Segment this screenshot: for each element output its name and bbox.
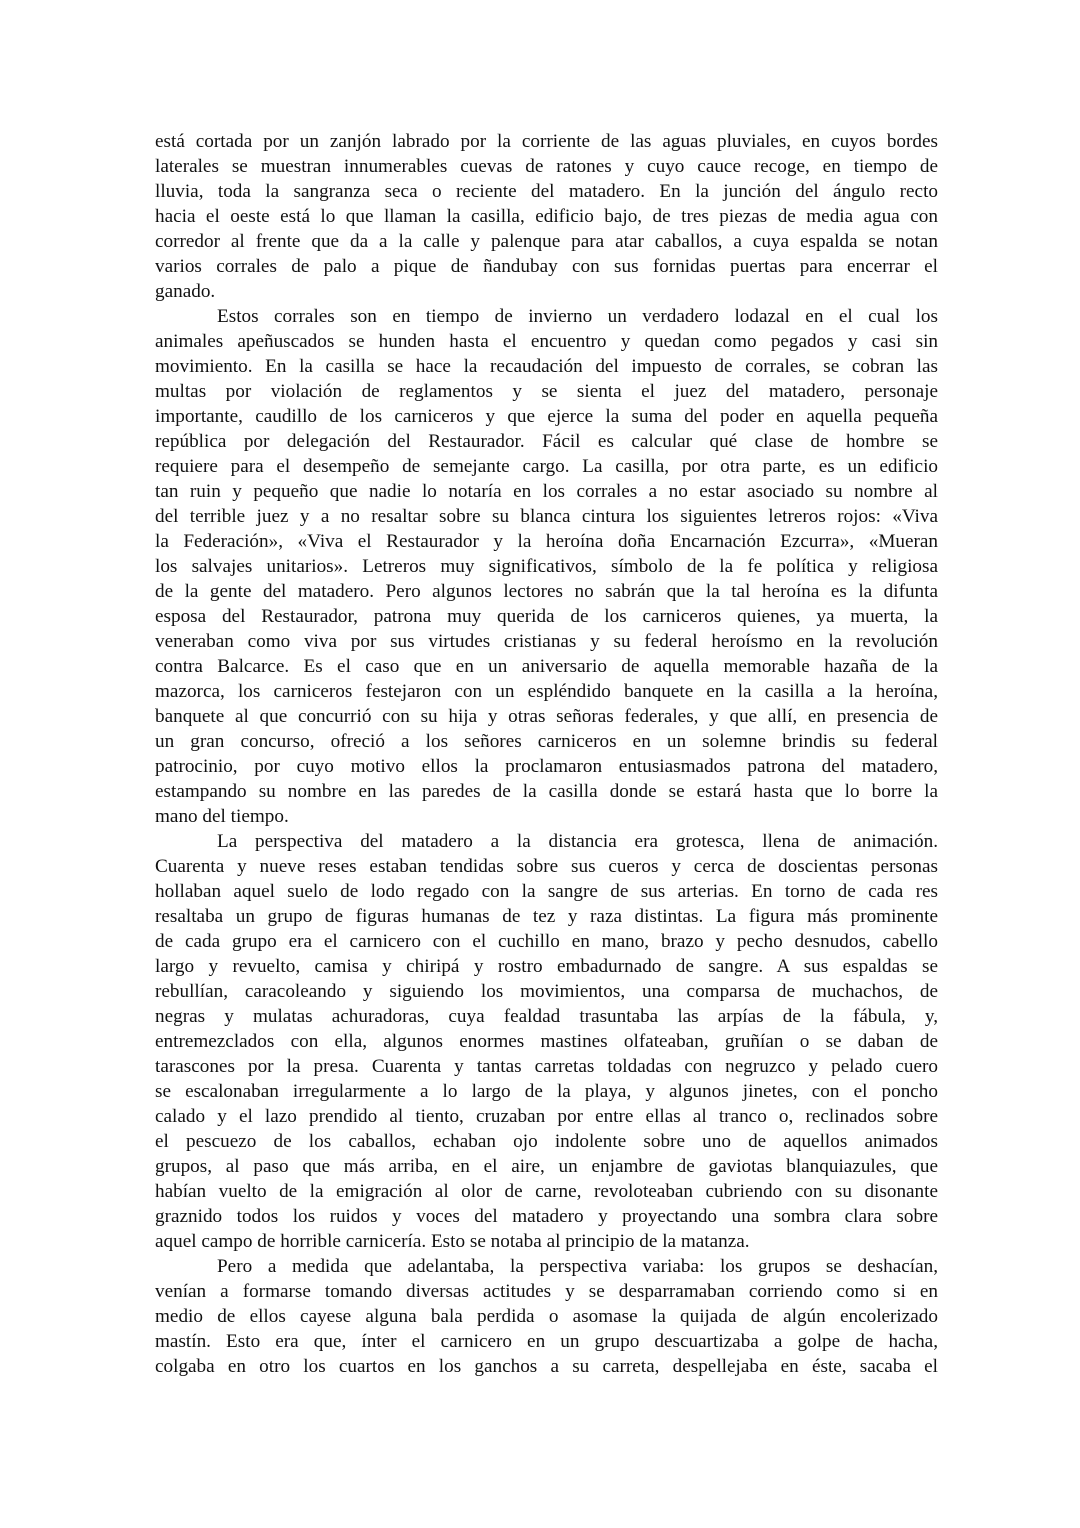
paragraph <box>155 1254 938 1379</box>
text-line: patrocinio, por cuyo motivo ellos la proclamaron entusiasmados patrona del matadero, <box>155 756 938 777</box>
text-line: La perspectiva del matadero a la distancia era grotesca, llena de animación. <box>217 831 938 852</box>
text-line: rebullían, caracoleando y siguiendo los movimientos, una comparsa de muchachos, de <box>155 981 938 1002</box>
text-line: se escalonaban irregularmente a lo largo de la playa, y algunos jinetes, con el poncho <box>155 1081 938 1102</box>
text-line: Pero a medida que adelantaba, la perspectiva variaba: los grupos se deshacían, <box>217 1256 938 1277</box>
text-line: la Federación», «Viva el Restaurador y la heroína doña Encarnación Ezcurra», «Mueran <box>155 531 938 552</box>
text-line: banquete al que concurrió con su hija y otras señoras federales, y que allí, en presencia de <box>155 706 938 727</box>
text-line: animales apeñuscados se hunden hasta el encuentro y quedan como pegados y casi sin <box>155 331 938 352</box>
paragraph <box>155 304 938 829</box>
text-line: tarascones por la presa. Cuarenta y tantas carretas toldadas con negruzco y pelado cuero <box>155 1056 938 1077</box>
text-line: Estos corrales son en tiempo de invierno un verdadero lodazal en el cual los <box>217 306 938 327</box>
text-line: veneraban como viva por sus virtudes cristianas y su federal heroísmo en la revolución <box>155 631 938 652</box>
text-line: hacia el oeste está lo que llaman la casilla, edificio bajo, de tres piezas de media agua con <box>155 206 938 227</box>
text-line: multas por violación de reglamentos y se sienta el juez del matadero, personaje <box>155 381 938 402</box>
text-line: medio de ellos cayese alguna bala perdida o asomase la quijada de algún encolerizado <box>155 1306 938 1327</box>
text-line: entremezclados con ella, algunos enormes mastines olfateaban, gruñían o se daban de <box>155 1031 938 1052</box>
text-line: de la gente del matadero. Pero algunos lectores no sabrán que la tal heroína es la difunta <box>155 581 938 602</box>
text-line: colgaba en otro los cuartos en los ganchos a su carreta, despellejaba en éste, sacaba el <box>155 1356 938 1377</box>
text-line: mazorca, los carniceros festejaron con un espléndido banquete en la casilla a la heroína, <box>155 681 938 702</box>
text-line: del terrible juez y a no resaltar sobre su blanca cintura los siguientes letreros rojos: «Viva <box>155 506 938 527</box>
text-line: de cada grupo era el carnicero con el cuchillo en mano, brazo y pecho desnudos, cabello <box>155 931 938 952</box>
text-line: importante, caudillo de los carniceros y que ejerce la suma del poder en aquella pequeña <box>155 406 938 427</box>
text-line: requiere para el desempeño de semejante cargo. La casilla, por otra parte, es un edificio <box>155 456 938 477</box>
text-line: habían vuelto de la emigración al olor de carne, revoloteaban cubriendo con su disonante <box>155 1181 938 1202</box>
text-line: república por delegación del Restaurador. Fácil es calcular qué clase de hombre se <box>155 431 938 452</box>
paragraph <box>155 129 938 304</box>
text-line: varios corrales de palo a pique de ñandubay con sus fornidas puertas para encerrar el <box>155 256 938 277</box>
paragraph <box>155 829 938 1254</box>
text-line: contra Balcarce. Es el caso que en un aniversario de aquella memorable hazaña de la <box>155 656 938 677</box>
text-line: grupos, al paso que más arriba, en el aire, un enjambre de gaviotas blanquiazules, que <box>155 1156 938 1177</box>
text-line: está cortada por un zanjón labrado por la corriente de las aguas pluviales, en cuyos bordes <box>155 131 938 152</box>
text-line: hollaban aquel suelo de lodo regado con la sangre de sus arterias. En torno de cada res <box>155 881 938 902</box>
text-line: lluvia, toda la sangranza seca o reciente del matadero. En la junción del ángulo recto <box>155 181 938 202</box>
text-line: aquel campo de horrible carnicería. Esto se notaba al principio de la matanza. <box>155 1231 750 1252</box>
text-line: tan ruin y pequeño que nadie lo notaría en los corrales a no estar asociado su nombre al <box>155 481 938 502</box>
text-line: resaltaba un grupo de figuras humanas de tez y raza distintas. La figura más prominente <box>155 906 938 927</box>
text-line: mastín. Esto era que, ínter el carnicero en un grupo descuartizaba a golpe de hacha, <box>155 1331 938 1352</box>
text-line: mano del tiempo. <box>155 806 289 827</box>
text-line: Cuarenta y nueve reses estaban tendidas sobre sus cueros y cerca de doscientas personas <box>155 856 938 877</box>
text-line: los salvajes unitarios». Letreros muy significativos, símbolo de la fe política y religiosa <box>155 556 938 577</box>
text-line: graznido todos los ruidos y voces del matadero y proyectando una sombra clara sobre <box>155 1206 938 1227</box>
text-line: corredor al frente que da a la calle y palenque para atar caballos, a cuya espalda se notan <box>155 231 938 252</box>
body-text <box>155 129 938 1379</box>
text-line: estampando su nombre en las paredes de la casilla donde se estará hasta que lo borre la <box>155 781 938 802</box>
text-line: ganado. <box>155 281 216 302</box>
text-line: el pescuezo de los caballos, echaban ojo indolente sobre uno de aquellos animados <box>155 1131 938 1152</box>
text-line: calado y el lazo prendido al tiento, cruzaban por entre ellas al tranco o, reclinados sobre <box>155 1106 938 1127</box>
text-line: venían a formarse tomando diversas actitudes y se desparramaban corriendo como si en <box>155 1281 938 1302</box>
text-line: un gran concurso, ofreció a los señores carniceros en un solemne brindis su federal <box>155 731 938 752</box>
text-line: esposa del Restaurador, patrona muy querida de los carniceros quienes, ya muerta, la <box>155 606 938 627</box>
text-line: largo y revuelto, camisa y chiripá y rostro embadurnado de sangre. A sus espaldas se <box>155 956 938 977</box>
text-line: laterales se muestran innumerables cuevas de ratones y cuyo cauce recoge, en tiempo de <box>155 156 938 177</box>
text-line: movimiento. En la casilla se hace la recaudación del impuesto de corrales, se cobran las <box>155 356 938 377</box>
text-line: negras y mulatas achuradoras, cuya fealdad trasuntaba las arpías de la fábula, y, <box>155 1006 938 1027</box>
